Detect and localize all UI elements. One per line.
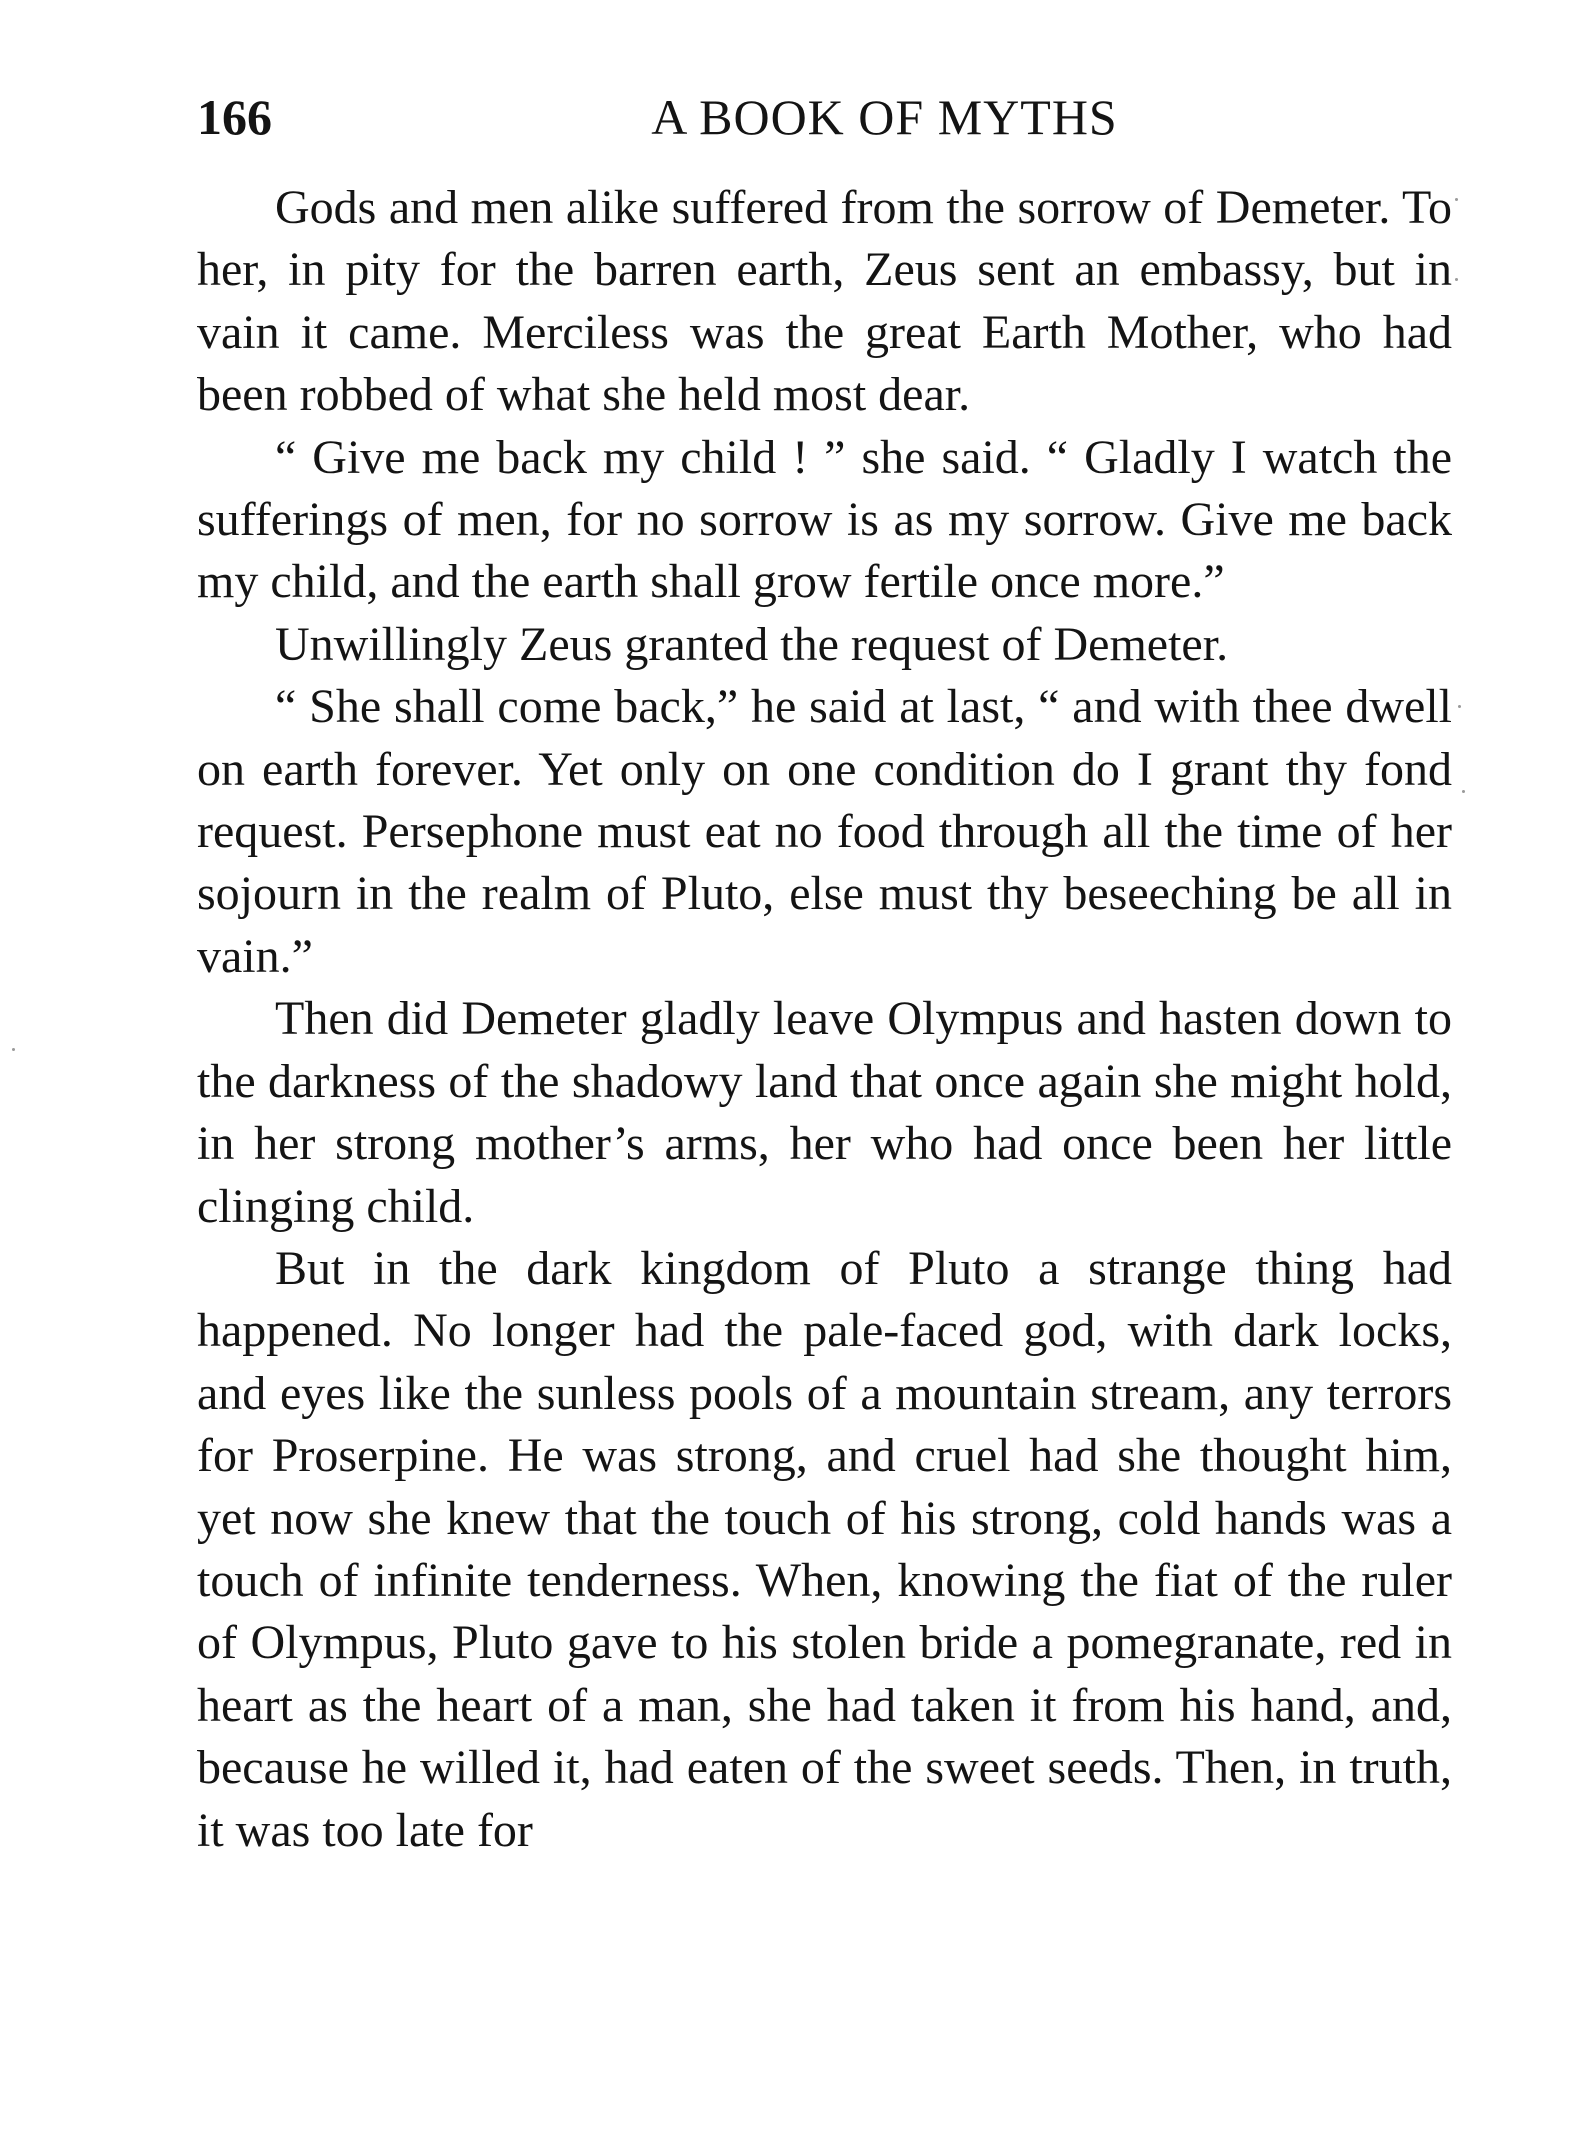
paragraph: Then did Demeter gladly leave Olympus and hasten down to the darkness of the shadowy land that once again she might hold, in her strong mother’s arms, her who had once been her little clinging child. xyxy=(197,992,1452,1233)
body-text xyxy=(197,177,1452,1862)
scan-speck xyxy=(1462,790,1465,793)
scan-speck xyxy=(1455,198,1458,201)
page-number: 166 xyxy=(197,89,272,145)
paragraph: Unwillingly Zeus granted the request of Demeter. xyxy=(275,617,1229,671)
scan-speck xyxy=(1458,705,1461,708)
paragraph: “ She shall come back,” he said at last, “ and with thee dwell on earth forever. Yet only on one condition do I grant thy fond request. Persephone must eat no food through all the time of her sojourn in the realm of Pluto, else must thy beseeching be all in vain.” xyxy=(197,680,1452,983)
scan-speck xyxy=(1455,278,1458,281)
paragraph: “ Give me back my child ! ” she said. “ Gladly I watch the sufferings of men, for no sorrow is as my sorrow. Give me back my child, and the earth shall grow fertile once more.” xyxy=(197,430,1452,609)
running-head xyxy=(197,82,1452,152)
paragraph: Gods and men alike suffered from the sorrow of Demeter. To her, in pity for the barren earth, Zeus sent an embassy, but in vain it came. Merciless was the great Earth Mother, who had been robbed of what she held most dear. xyxy=(197,181,1452,422)
scan-speck xyxy=(12,1048,15,1051)
paragraph: But in the dark kingdom of Pluto a strange thing had happened. No longer had the pale-faced god, with dark locks, and eyes like the sunless pools of a mountain stream, any terrors for Proserpine. He was strong, and cruel had she thought him, yet now she knew that the touch of his strong, cold hands was a touch of infinite tenderness. When, knowing the fiat of the ruler of Olympus, Pluto gave to his stolen bride a pomegranate, red in heart as the heart of a man, she had taken it from his hand, and, because he willed it, had eaten of the sweet seeds. Then, in truth, it was too late for xyxy=(197,1241,1452,1857)
book-title: A BOOK OF MYTHS xyxy=(651,89,1118,145)
